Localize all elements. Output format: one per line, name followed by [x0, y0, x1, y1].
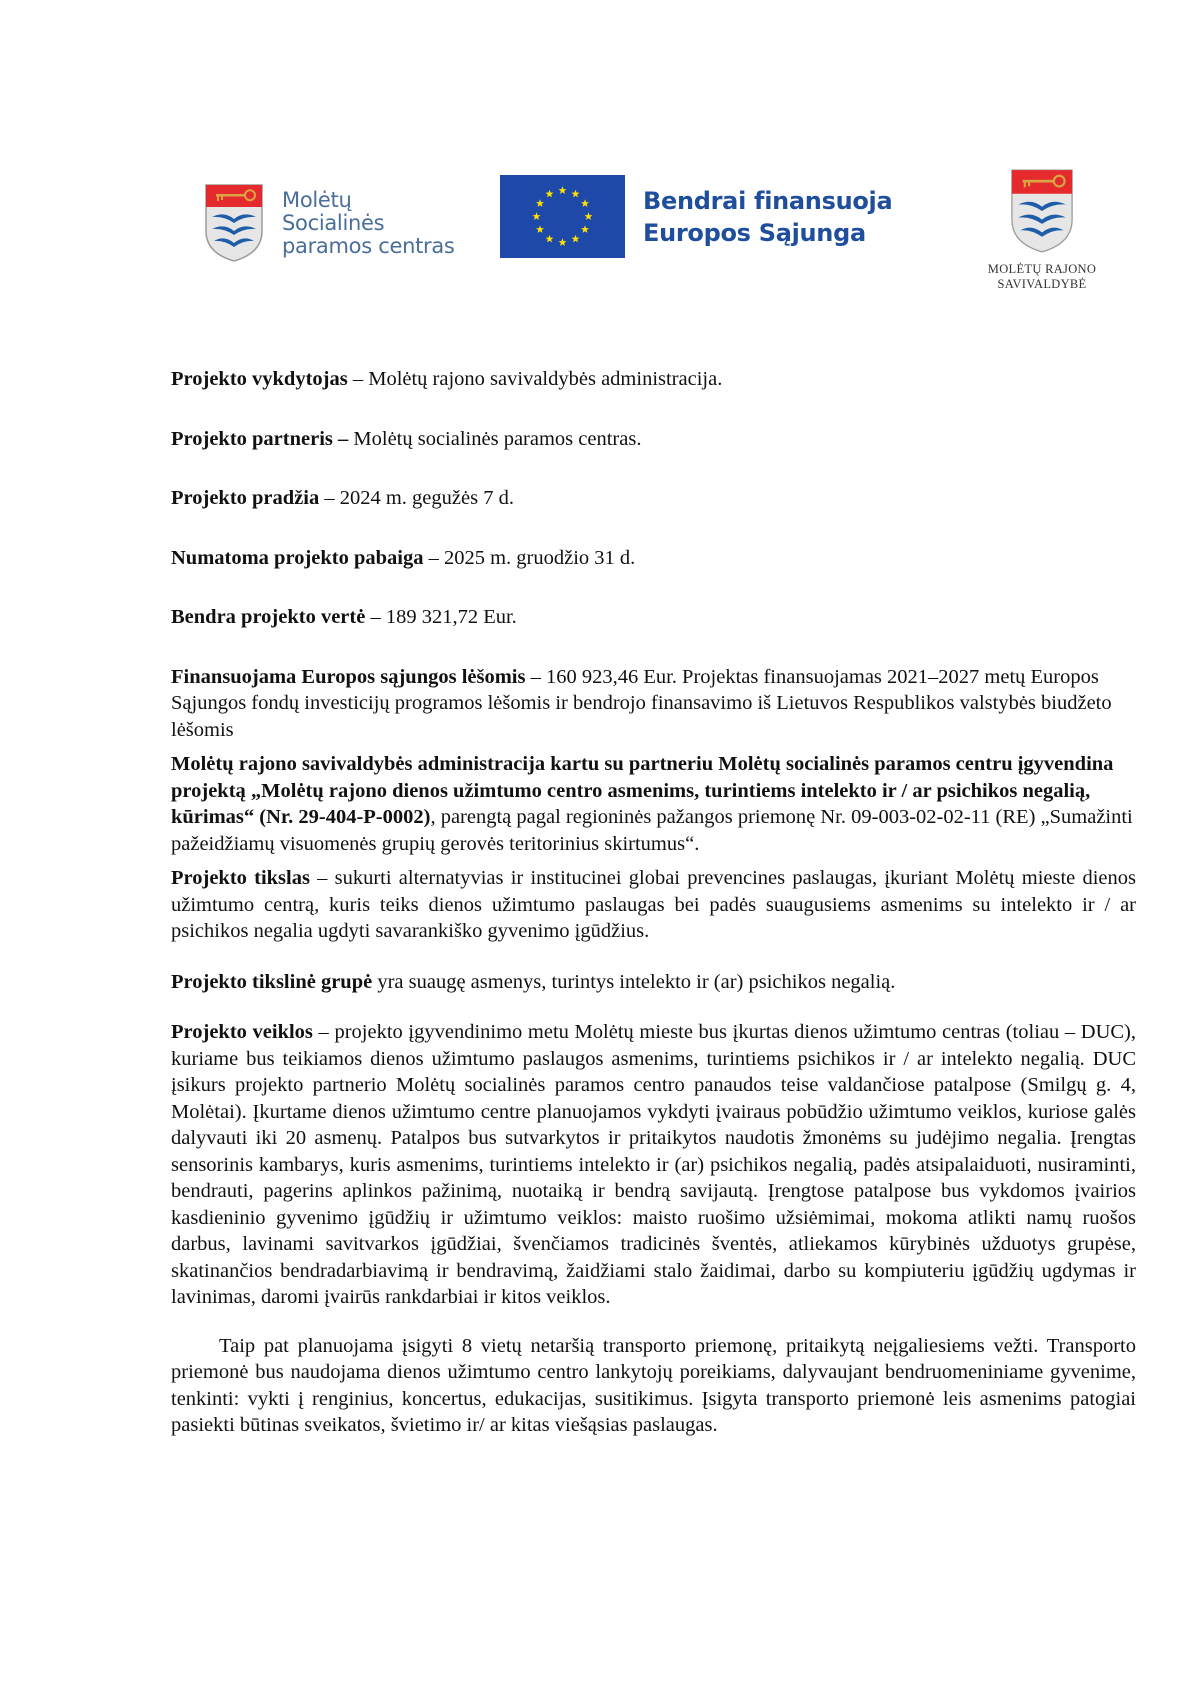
logo-line: Socialinės: [282, 210, 385, 235]
field-label: Finansuojama Europos sąjungos lėšomis: [171, 665, 526, 688]
field-value: – 2024 m. gegužės 7 d.: [319, 487, 514, 509]
project-title: Molėtų rajono savivaldybės administracija kartu su partneriu Molėtų socialinės paramos centru įgyvendina projektą „Molėtų rajono dienos užimtumo centro asmenims, turintiems intelekto ir / ar psichikos negalią, kūrimas“ (Nr. 29-404-P-0002): [171, 753, 1114, 828]
municipality-name-line: SAVIVALDYBĖ: [997, 277, 1087, 291]
coat-of-arms-icon: [1006, 168, 1078, 254]
field-value: – projekto įgyvendinimo metu Molėtų mieste bus įkurtas dienos užimtumo centras (toliau – DUC), kuriame bus teikiamos dienos užimtumo paslaugos asmenims, turintiems psichikos ir / ar intelekto negalią. DUC įsikurs projekto partnerio Molėtų socialinės paramos centro panaudos teise valdančiose patalpose (Smilgų g. 4, Molėtai). Įkurtame dienos užimtumo centre planuojamos vykdyti įvairaus pobūdžio užimtumo veiklos, kuriose galės dalyvauti iki 20 asmenų. Patalpos bus sutvarkytos ir pritaikytos naudotis žmonėms su judėjimo negalia. Įrengtas sensorinis kambarys, kuris asmenims, turintiems intelekto ir (ar) psichikos negalią, padės atsipalaiduoti, nusiraminti, bendrauti, pagerins aplinkos pažinimą, nuotaiką ir bendrą savijautą. Įrengtose patalpose bus vykdomos įvairios kasdieninio gyvenimo įgūdžių ir užimtumo veiklos: maisto ruošimo užsiėmimai, mokoma atlikti namų ruošos darbus, lavinami savitvarkos įgūdžiai, švenčiamos tradicinės šventės, atliekamos kūrybinės užduotys grupėse, skatinančios bendradarbiavimą ir bendravimą, žaidžiami stalo žaidimai, darbo su kompiuteriu įgūdžių ugdymas ir lavinimas, daromi įvairūs rankdarbiai ir kitos veiklos.: [171, 1021, 1136, 1308]
eu-star-icon: [546, 190, 554, 198]
field-label: Projekto pradžia: [171, 487, 320, 509]
project-intro: [171, 751, 1136, 857]
field-value: – 189 321,72 Eur.: [365, 606, 517, 628]
project-goal: [171, 865, 1136, 945]
transport-paragraph: Taip pat planuojama įsigyti 8 vietų netaršią transporto priemonę, pritaikytą neįgaliesiems vežti. Transporto priemonė bus naudojama dienos užimtumo centro lankytojų poreikiams, dalyvaujant bendruomeniniame gyvenime, tenkinti: vykti į renginius, koncertus, edukacijas, susitikimus. Įsigyta transporto priemonė leis asmenims patogiai pasiekti būtinas sveikatos, švietimo ir/ ar kitas viešąsias paslaugas.: [171, 1334, 1136, 1436]
eu-star-icon: [581, 199, 589, 207]
eu-star-icon: [585, 212, 593, 220]
field-label: Projekto tikslas: [171, 867, 310, 889]
project-value: [171, 604, 1136, 631]
logo-line: Molėtų: [282, 187, 352, 212]
field-value: yra suaugę asmenys, turintys intelekto ir (ar) psichikos negalią.: [372, 970, 896, 993]
project-partner: [171, 426, 1136, 453]
field-value: Molėtų socialinės paramos centras.: [348, 427, 642, 450]
eu-star-icon: [536, 225, 544, 233]
field-value: – 2025 m. gruodžio 31 d.: [423, 546, 636, 569]
project-target-group: [171, 969, 1136, 996]
project-start: [171, 485, 1136, 512]
project-end: [171, 545, 1136, 572]
field-value: – Molėtų rajono savivaldybės administracija.: [347, 368, 723, 390]
project-activities: [171, 1019, 1136, 1311]
eu-star-icon: [536, 199, 544, 207]
field-label: Projekto veiklos: [171, 1021, 313, 1043]
project-executor: [171, 366, 1136, 393]
field-label: Numatoma projekto pabaiga: [171, 546, 424, 569]
eu-star-icon: [572, 235, 580, 243]
eu-flag-icon: [500, 175, 625, 258]
intro-text: , parengtą pagal regioninės pažangos priemonę Nr. 09-003-02-02-11 (RE) „Sumažinti pažeidžiamų visuomenės grupių gerovės teritorinius skirtumus“.: [171, 806, 1133, 855]
document-body: [171, 366, 1136, 1439]
coat-of-arms-icon: [204, 183, 264, 263]
eu-star-icon: [559, 186, 567, 194]
eu-star-icon: [546, 235, 554, 243]
field-label: Projekto tikslinė grupė: [171, 970, 373, 993]
social-support-center-logo: [204, 183, 455, 263]
logo-line: paramos centras: [282, 233, 455, 258]
eu-star-icon: [572, 190, 580, 198]
field-label: Projekto vykdytojas: [171, 368, 348, 390]
field-label: Bendra projekto vertė: [171, 606, 366, 628]
eu-funding: [171, 664, 1136, 744]
eu-cofunded-logo: [500, 175, 892, 258]
field-value: – sukurti alternatyvias ir institucinei globai prevencines paslaugas, įkuriant Molėtų mieste dienos užimtumo centrą, kuris teiks dienos užimtumo paslaugas bei padės suaugusiems asmenims su intelekto ir / ar psichikos negalia ugdyti savarankiško gyvenimo įgūdžius.: [171, 867, 1136, 942]
eu-star-icon: [533, 212, 541, 220]
field-value: – 160 923,46 Eur. Projektas finansuojamas 2021–2027 metų Europos Sąjungos fondų investicijų programos lėšomis ir bendrojo finansavimo iš Lietuvos Respublikos valstybės biudžeto lėšomis: [171, 665, 1112, 741]
eu-logo-line: Bendrai finansuoja: [643, 186, 893, 215]
municipality-logo: [982, 168, 1102, 292]
eu-star-icon: [559, 238, 567, 246]
municipality-name-line: MOLĖTŲ RAJONO: [987, 262, 1097, 276]
eu-star-icon: [581, 225, 589, 233]
eu-logo-line: Europos Sąjunga: [643, 218, 866, 247]
field-label: Projekto partneris –: [171, 427, 349, 450]
